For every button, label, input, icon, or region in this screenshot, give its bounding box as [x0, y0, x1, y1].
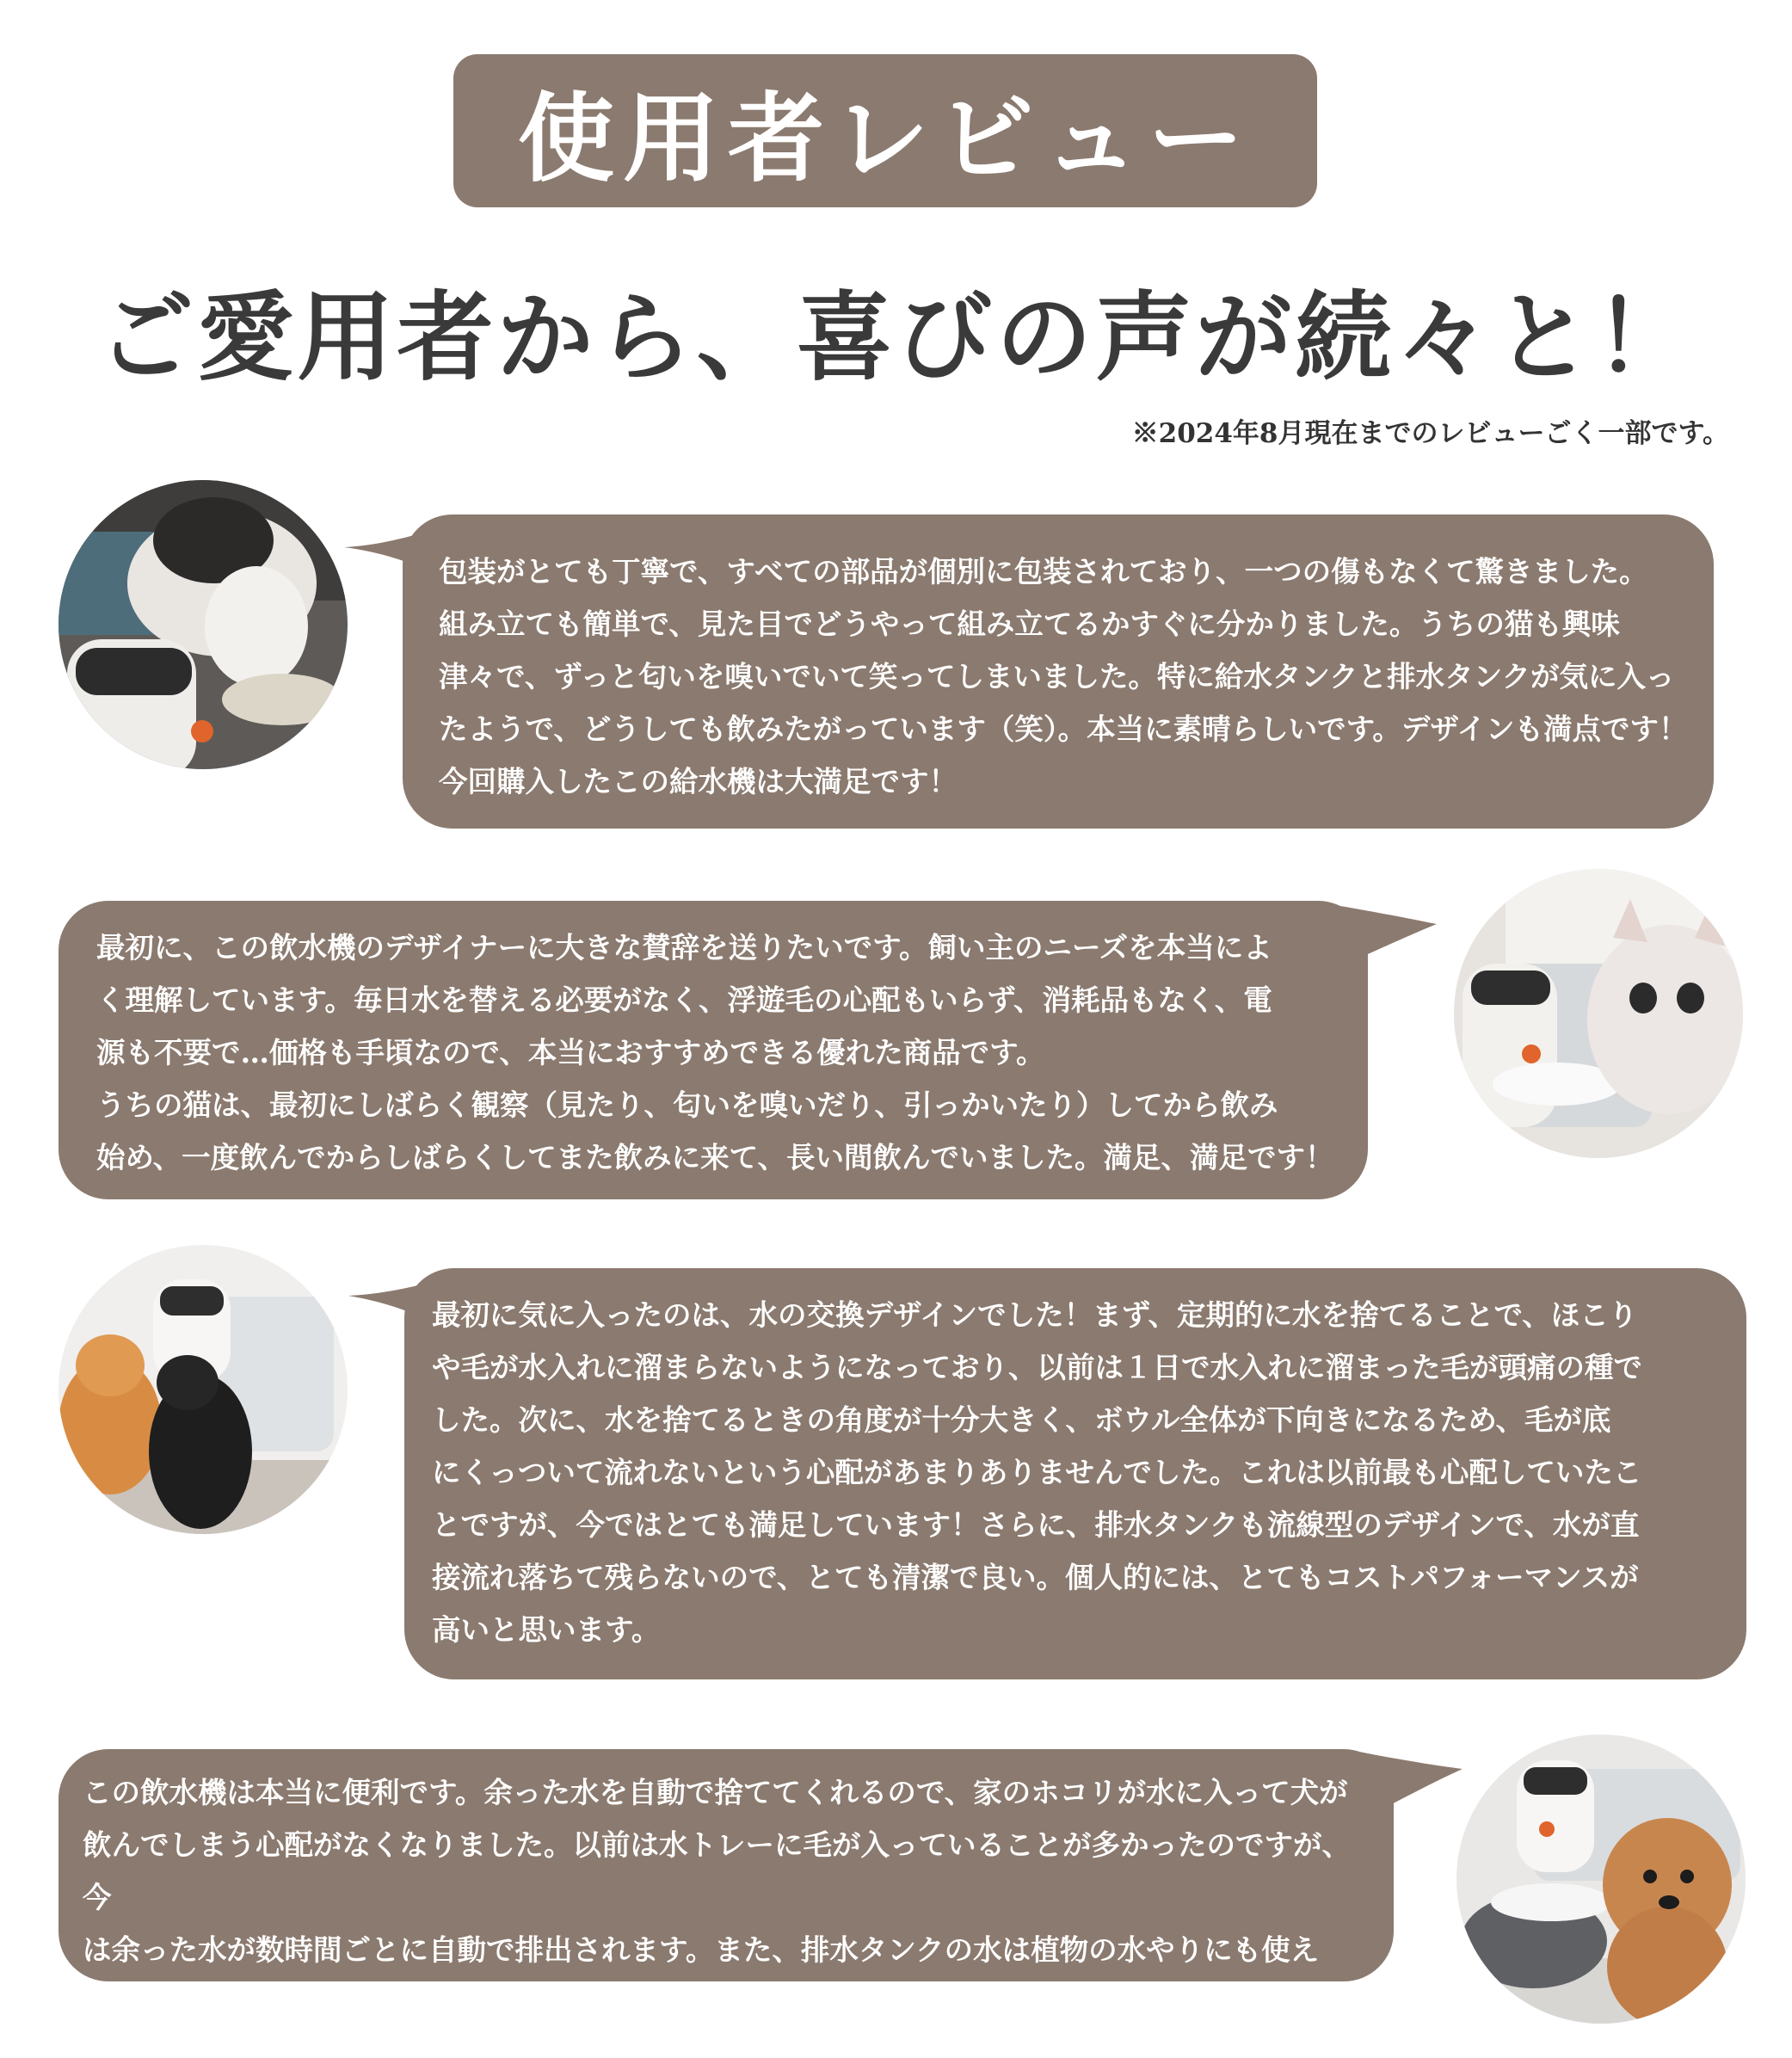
review-text: この飲水機は本当に便利です。余った水を自動で捨ててくれるので、家のホコリが水に入って犬が 飲んでしまう心配がなくなりました。以前は水トレーに毛が入っていることが多かったのですが、今 は余った水が数時間ごとに自動で排出されます。また、排水タンクの水は植物の水やりにも使え るので、とても素晴らしいデザインです。 — [83, 1776, 1351, 2019]
review-bubble-3 — [404, 1268, 1746, 1679]
review-text: 最初に気に入ったのは、水の交換デザインでした！まず、定期的に水を捨てることで、ほこり や毛が水入れに溜まらないようになっており、以前は１日で水入れに溜まった毛が頭痛の種で した。次に、水を捨てるときの角度が十分大きく、ボウル全体が下向きになるため、毛が底 にくっついて流れないという心配があまりありませんでした。これは以前最も心配していたこ とですが、今ではとても満足しています！さらに、排水タンクも流線型のデザインで、水が直 接流れ落ちて残らないので、とても清潔で良い。個人的には、とてもコストパフォーマンスが 高いと思います。 — [432, 1298, 1642, 1647]
dog-photo-icon — [1456, 1735, 1746, 2024]
review-text: 最初に、この飲水機のデザイナーに大きな賛辞を送りたいです。飼い主のニーズを本当によ く理解しています。毎日水を替える必要がなく、浮遊毛の心配もいらず、消耗品もなく、電 源も不要で…価格も手頃なので、本当におすすめできる優れた商品です。 うちの猫は、最初にしばらく観察（見たり、匂いを嗅いだり、引っかいたり）してから飲み 始め、一度飲んでからしばらくしてまた飲みに来て、長い間飲んでいました。満足、満足です！ — [96, 931, 1334, 1174]
cats-photo-icon — [59, 1245, 348, 1534]
section-title-pill — [453, 54, 1317, 207]
review-bubble-4 — [59, 1749, 1394, 2019]
speech-bubble-tail — [1359, 1752, 1463, 1821]
review-bubble-2 — [59, 901, 1368, 1199]
cat-photo-icon — [1454, 869, 1743, 1158]
speech-bubble-tail — [1325, 903, 1437, 972]
headline: ご愛用者から、喜びの声が続々と！ — [97, 282, 1695, 394]
review-text: 包装がとても丁寧で、すべての部品が個別に包装されており、一つの傷もなくて驚きました。 組み立ても簡単で、見た目でどうやって組み立てるかすぐに分かりました。うちの猫も興味 津々で、ずっと匂いを嗅いでいて笑ってしまいました。特に給水タンクと排水タンクが気に入っ たようで、どうしても飲みたがっています（笑）。本当に素晴らしいです。デザインも満点です！ 今回購入したこの給水機は大満足です！ — [439, 555, 1688, 798]
review-bubble-1 — [403, 514, 1714, 829]
section-title: 使用者レビュー — [518, 83, 1253, 195]
cat-photo-icon — [59, 480, 348, 769]
review-note: ※2024年8月現在までのレビューごく一部です。 — [1131, 418, 1729, 449]
